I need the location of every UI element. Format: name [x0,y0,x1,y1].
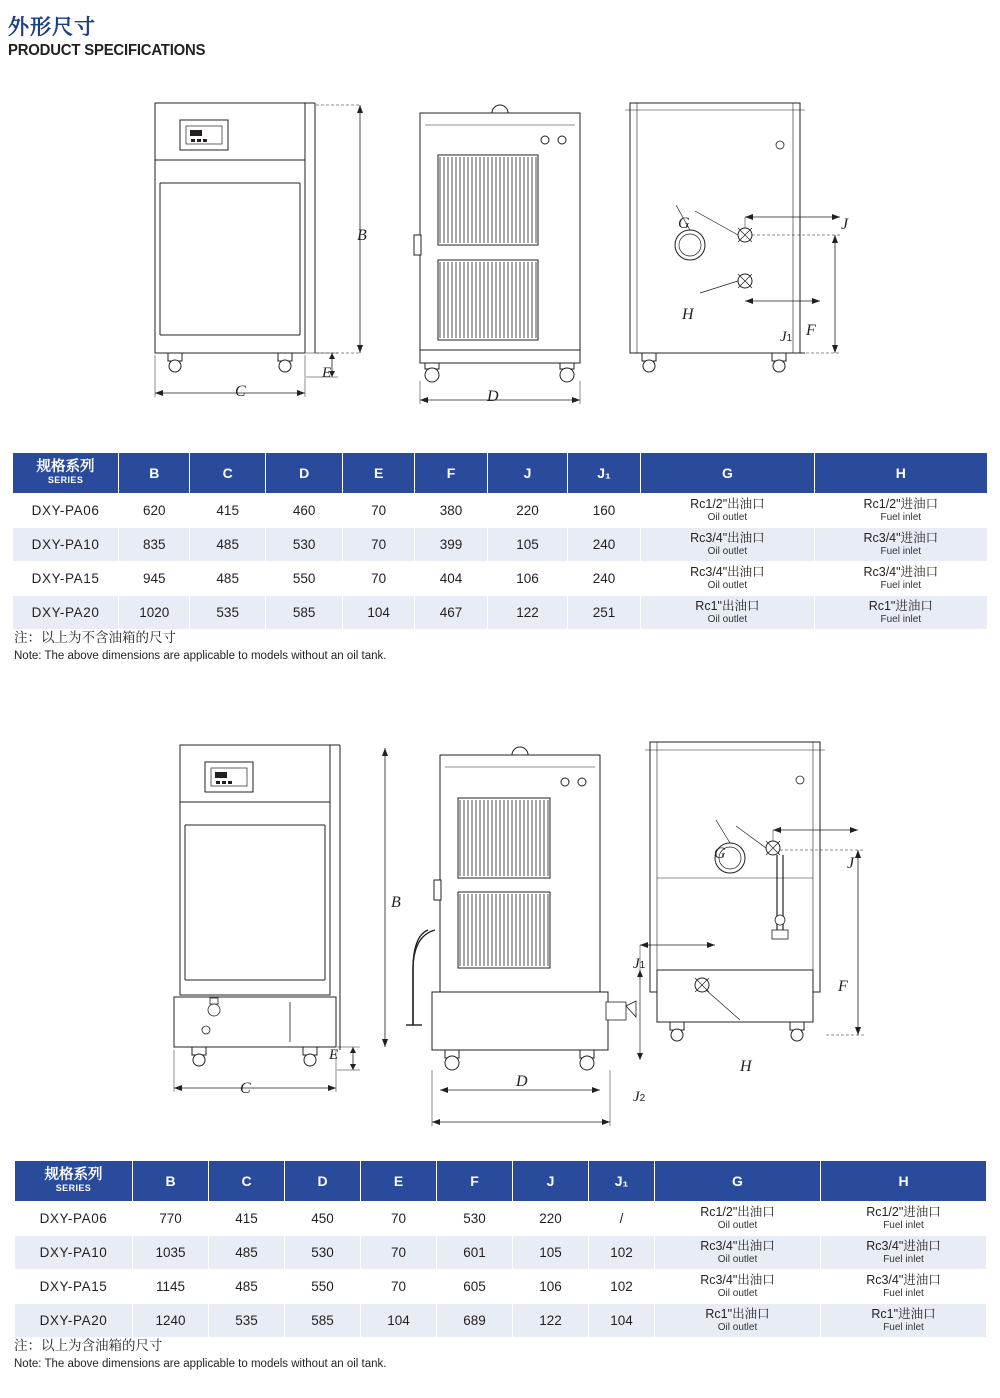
cell-C: 535 [190,596,265,630]
cell-J1: / [589,1202,655,1236]
side-view-no-tank [414,105,580,404]
cell-D: 460 [265,494,343,528]
cell-J: 220 [488,494,568,528]
table-row [13,528,988,562]
cell-J1: 102 [589,1270,655,1304]
cell-D: 550 [265,562,343,596]
cell-D: 530 [285,1236,361,1270]
label-F-1: F [806,322,816,339]
cell-model: DXY-PA06 [13,494,119,528]
label-F-2: F [838,978,848,995]
header-H: H [814,453,987,494]
cell-G: Rc3/4"出油口 Oil outlet [655,1270,821,1304]
cell-F: 601 [437,1236,513,1270]
header-F: F [414,453,487,494]
cell-H: Rc3/4"进油口 Fuel inlet [821,1236,987,1270]
header-D: D [285,1161,361,1202]
cell-H: Rc1"进油口 Fuel inlet [814,596,987,630]
header-C: C [209,1161,285,1202]
header-F: F [437,1161,513,1202]
cell-E: 104 [343,596,414,630]
cell-G: Rc3/4"出油口 Oil outlet [641,562,814,596]
label-H-1: H [682,306,694,323]
cell-E: 70 [343,562,414,596]
table-row [13,596,988,630]
cell-F: 399 [414,528,487,562]
cell-J: 105 [488,528,568,562]
cell-C: 415 [190,494,265,528]
cell-C: 485 [209,1270,285,1304]
cell-J1: 240 [567,562,640,596]
cell-F: 467 [414,596,487,630]
label-D-1: D [487,388,499,405]
label-J2-2: J2 [633,1089,646,1105]
cell-J1: 240 [567,528,640,562]
header-J: J [513,1161,589,1202]
cell-J: 122 [488,596,568,630]
note-no-tank [14,628,386,664]
cell-J1: 251 [567,596,640,630]
cell-G: Rc3/4"出油口 Oil outlet [655,1236,821,1270]
cell-E: 70 [361,1202,437,1236]
cell-model: DXY-PA15 [13,562,119,596]
note-en: Note: The above dimensions are applicable to models without an oil tank. [14,649,387,662]
cell-E: 70 [361,1236,437,1270]
label-J1-2: J1 [633,956,646,972]
cell-C: 485 [190,528,265,562]
cell-F: 404 [414,562,487,596]
table-header-row [13,453,988,494]
cell-B: 945 [119,562,190,596]
header-B: B [119,453,190,494]
cell-E: 70 [361,1270,437,1304]
header-J1: J₁ [567,453,640,494]
cell-D: 550 [285,1270,361,1304]
cell-C: 535 [209,1304,285,1338]
table-header-row [15,1161,987,1202]
cell-B: 620 [119,494,190,528]
cell-B: 1145 [133,1270,209,1304]
label-D-2: D [516,1073,528,1090]
header-B: B [133,1161,209,1202]
cell-J: 106 [513,1270,589,1304]
label-E-2: E [329,1047,339,1063]
cell-J: 122 [513,1304,589,1338]
note-cn: 注：以上为含油箱的尺寸 [14,1338,163,1353]
label-C-1: C [235,383,246,400]
rear-view-with-tank [637,742,864,1060]
cell-H: Rc3/4"进油口 Fuel inlet [814,562,987,596]
table-row [15,1236,987,1270]
header-J: J [488,453,568,494]
cell-H: Rc3/4"进油口 Fuel inlet [814,528,987,562]
cell-G: Rc1/2"出油口 Oil outlet [641,494,814,528]
label-B-1: B [357,227,367,244]
label-G-1: G [678,215,690,232]
label-C-2: C [240,1080,251,1097]
cell-E: 104 [361,1304,437,1338]
header-series: 规格系列 SERIES [15,1161,133,1202]
label-J1-1: J1 [780,329,793,345]
cell-model: DXY-PA20 [15,1304,133,1338]
note-en: Note: The above dimensions are applicable to models without an oil tank. [14,1357,387,1370]
cell-J: 105 [513,1236,589,1270]
table-row [15,1270,987,1304]
cell-F: 530 [437,1202,513,1236]
cell-B: 770 [133,1202,209,1236]
table-row [13,494,988,528]
front-view-no-tank [155,103,363,397]
cell-B: 835 [119,528,190,562]
cell-D: 585 [265,596,343,630]
header-E: E [361,1161,437,1202]
cell-D: 585 [285,1304,361,1338]
drawing-group-with-tank [140,730,900,1130]
page-title-en: PRODUCT SPECIFICATIONS [8,42,206,60]
cell-E: 70 [343,494,414,528]
cell-C: 485 [190,562,265,596]
header-D: D [265,453,343,494]
cell-H: Rc3/4"进油口 Fuel inlet [821,1270,987,1304]
cell-J1: 160 [567,494,640,528]
label-G-2: G [714,845,726,862]
table-row [15,1304,987,1338]
cell-E: 70 [343,528,414,562]
header-G: G [641,453,814,494]
cell-D: 530 [265,528,343,562]
cell-F: 380 [414,494,487,528]
cell-G: Rc3/4"出油口 Oil outlet [641,528,814,562]
label-H-2: H [740,1058,752,1075]
header-G: G [655,1161,821,1202]
cell-B: 1035 [133,1236,209,1270]
cell-H: Rc1/2"进油口 Fuel inlet [821,1202,987,1236]
cell-J1: 102 [589,1236,655,1270]
cell-F: 689 [437,1304,513,1338]
cell-C: 485 [209,1236,285,1270]
cell-model: DXY-PA20 [13,596,119,630]
header-E: E [343,453,414,494]
side-view-with-tank [406,747,636,1126]
header-C: C [190,453,265,494]
cell-H: Rc1/2"进油口 Fuel inlet [814,494,987,528]
cell-G: Rc1"出油口 Oil outlet [655,1304,821,1338]
note-with-tank [14,1336,386,1372]
table-row [15,1202,987,1236]
cell-G: Rc1"出油口 Oil outlet [641,596,814,630]
cell-B: 1240 [133,1304,209,1338]
dimension-table-with-tank [14,1160,987,1338]
header-J1: J₁ [589,1161,655,1202]
table-row [13,562,988,596]
cell-J: 106 [488,562,568,596]
cell-model: DXY-PA15 [15,1270,133,1304]
cell-H: Rc1"进油口 Fuel inlet [821,1304,987,1338]
cell-F: 605 [437,1270,513,1304]
cell-D: 450 [285,1202,361,1236]
front-view-with-tank [174,745,388,1092]
cell-model: DXY-PA10 [13,528,119,562]
cell-B: 1020 [119,596,190,630]
label-B-2: B [391,894,401,911]
label-J-2: J [847,855,855,872]
cell-J: 220 [513,1202,589,1236]
cell-J1: 104 [589,1304,655,1338]
header-series: 规格系列 SERIES [13,453,119,494]
cell-model: DXY-PA10 [15,1236,133,1270]
note-cn: 注：以上为不含油箱的尺寸 [14,630,176,645]
page-title [8,16,220,60]
label-E-1: E [322,365,332,381]
page-title-cn: 外形尺寸 [8,16,96,39]
cell-model: DXY-PA06 [15,1202,133,1236]
cell-C: 415 [209,1202,285,1236]
header-H: H [821,1161,987,1202]
label-J-1: J [841,216,849,233]
cell-G: Rc1/2"出油口 Oil outlet [655,1202,821,1236]
drawing-group-no-tank [120,85,880,425]
dimension-table-no-tank [12,452,988,630]
